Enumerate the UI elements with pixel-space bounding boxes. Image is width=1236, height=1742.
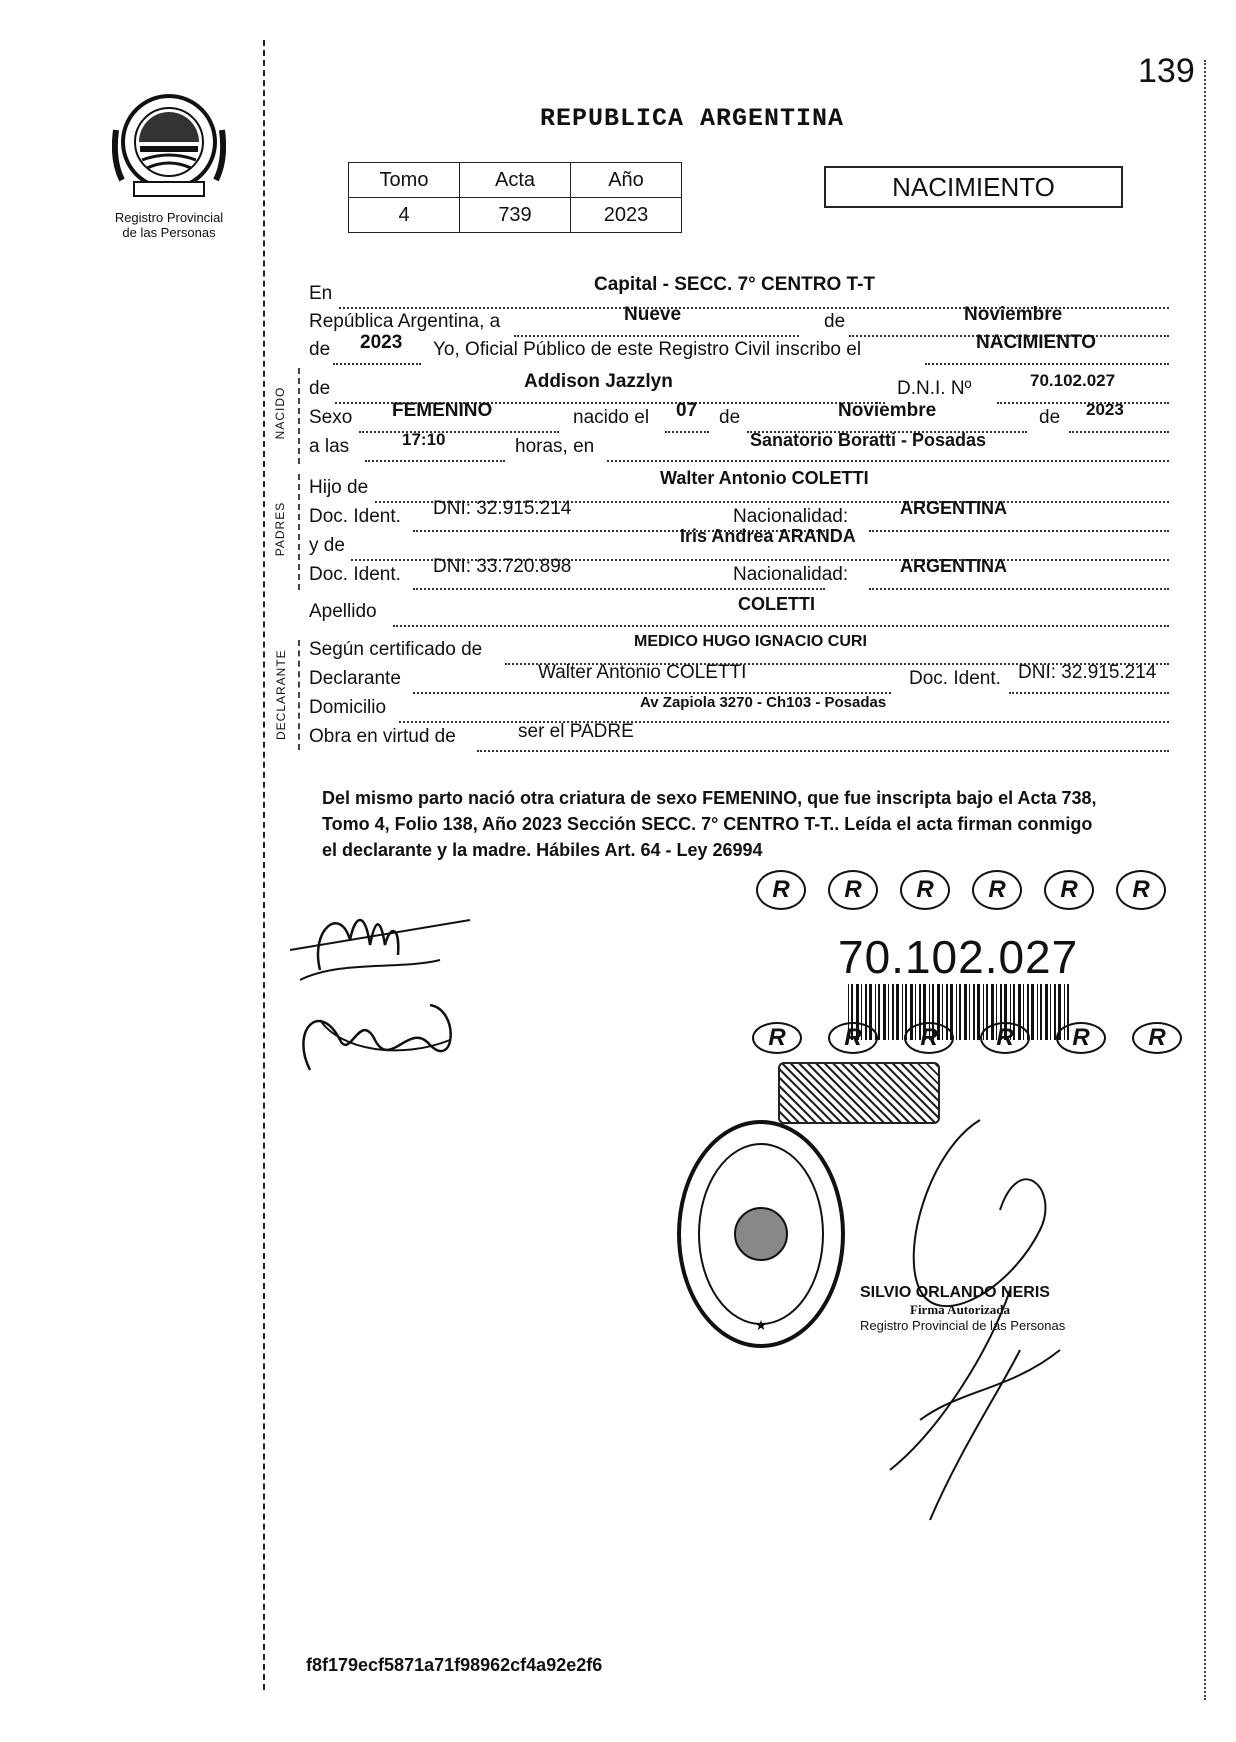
en-label: En — [309, 283, 333, 304]
svg-text:★: ★ — [754, 1318, 768, 1334]
domicilio-label: Domicilio — [309, 697, 387, 718]
security-strip-top — [756, 870, 1196, 910]
table-value-acta: 739 — [460, 198, 571, 233]
republica-label: República Argentina, a — [309, 311, 501, 332]
de3-label: de — [309, 378, 331, 399]
sexo-value: FEMENINO — [392, 400, 493, 421]
padre-value: Walter Antonio COLETTI — [660, 468, 869, 488]
obra-value: ser el PADRE — [518, 721, 634, 742]
dni-value: 70.102.027 — [1030, 371, 1116, 390]
signatures — [280, 900, 480, 1085]
inscribo-label: Yo, Oficial Público de este Registro Civil inscribo el — [433, 339, 862, 360]
security-r-badge: R — [972, 870, 1022, 910]
dia-value: Nueve — [624, 304, 682, 325]
table-value-anio: 2023 — [571, 198, 682, 233]
province-logo — [112, 90, 226, 200]
security-r-badge: R — [1132, 1022, 1182, 1054]
hijo-label: Hijo de — [309, 477, 369, 498]
right-margin-line — [1204, 60, 1206, 1700]
doc1-value: DNI: 32.915.214 — [433, 498, 572, 519]
nac2-label: Nacionalidad: — [733, 564, 849, 585]
doc2-label: Doc. Ident. — [309, 564, 401, 585]
inscribo-value: NACIMIENTO — [976, 332, 1096, 353]
a-las-label: a las — [309, 436, 350, 457]
big-dni-number: 70.102.027 — [838, 931, 1079, 983]
lugar-value: Sanatorio Boratti - Posadas — [750, 430, 987, 450]
nac2-value: ARGENTINA — [900, 556, 1007, 576]
table-header-anio: Año — [571, 163, 682, 198]
document-hash: f8f179ecf5871a71f98962cf4a92e2f6 — [306, 1655, 603, 1675]
page-title: REPUBLICA ARGENTINA — [540, 104, 845, 133]
logo-caption-line1: Registro Provincial — [114, 210, 224, 225]
security-strip-bottom — [752, 1022, 1202, 1056]
de2-label: de — [309, 339, 331, 360]
decl-doc-value: DNI: 32.915.214 — [1018, 662, 1157, 683]
left-margin-line — [263, 40, 265, 1690]
security-r-badge: R — [752, 1022, 802, 1054]
horas-en-label: horas, en — [515, 436, 595, 457]
apellido-label: Apellido — [309, 601, 377, 622]
signatory-org: Registro Provincial de las Personas — [860, 1318, 1066, 1333]
doc2-value: DNI: 33.720.898 — [433, 556, 572, 577]
side-label-nacido: NACIDO — [273, 386, 287, 440]
act-type-box: NACIMIENTO — [824, 166, 1123, 208]
side-label-padres: PADRES — [273, 501, 287, 557]
security-r-badge: R — [1056, 1022, 1106, 1054]
registry-table — [348, 162, 682, 233]
nombre-value: Addison Jazzlyn — [524, 371, 673, 392]
birth-note: Del mismo parto nació otra criatura de sexo FEMENINO, que fue inscripta bajo el Acta 738, Tomo 4, Folio 138, Año 2023 Sección SECC. 7° CENTRO T-T.. Leída el acta firman conmigo el declarante y la madre. Hábiles Art. 64 - Ley 26994 — [322, 788, 1097, 860]
logo-caption — [92, 210, 246, 240]
table-value-tomo: 4 — [349, 198, 460, 233]
nacido-side-bar — [298, 368, 300, 464]
hora-value: 17:10 — [402, 430, 446, 449]
security-r-badge: R — [1044, 870, 1094, 910]
certificado-label: Según certificado de — [309, 639, 483, 660]
en-value: Capital - SECC. 7° CENTRO T-T — [594, 274, 876, 295]
declarante-label: Declarante — [309, 668, 401, 689]
anio-value: 2023 — [360, 332, 403, 353]
padres-side-bar — [298, 474, 300, 590]
side-label-declarante: DECLARANTE — [274, 649, 288, 740]
obra-label: Obra en virtud de — [309, 726, 456, 747]
madre-value: Iris Andrea ARANDA — [680, 526, 856, 546]
dni-label: D.N.I. Nº — [897, 378, 972, 399]
security-r-badge: R — [828, 1022, 878, 1054]
signatory-name: SILVIO ORLANDO NERIS — [860, 1284, 1050, 1301]
signatory-block — [860, 1284, 1120, 1333]
logo-caption-line2: de las Personas — [122, 225, 216, 240]
security-r-badge: R — [980, 1022, 1030, 1054]
y-de-label: y de — [309, 535, 345, 556]
nacido-el-label: nacido el — [573, 407, 650, 428]
de-label: de — [824, 311, 846, 332]
page-number: 139 — [1138, 52, 1195, 90]
certificado-value: MEDICO HUGO IGNACIO CURI — [634, 633, 867, 650]
security-r-badge: R — [756, 870, 806, 910]
official-seal — [676, 1118, 846, 1355]
sexo-label: Sexo — [309, 407, 353, 428]
declarante-value: Walter Antonio COLETTI — [538, 662, 747, 683]
security-r-badge: R — [900, 870, 950, 910]
table-header-acta: Acta — [460, 163, 571, 198]
decl-doc-label: Doc. Ident. — [909, 668, 1001, 689]
security-r-badge: R — [1116, 870, 1166, 910]
nac-mes-value: Noviembre — [838, 400, 937, 421]
nac1-label: Nacionalidad: — [733, 506, 849, 527]
nac-anio-value: 2023 — [1086, 400, 1124, 419]
security-r-badge: R — [828, 870, 878, 910]
declarante-side-bar — [298, 640, 300, 750]
nac-dia-value: 07 — [676, 400, 698, 421]
nac1-value: ARGENTINA — [900, 498, 1007, 518]
apellido-value: COLETTI — [738, 594, 815, 614]
domicilio-value: Av Zapiola 3270 - Ch103 - Posadas — [640, 694, 887, 711]
row-obra — [309, 726, 1171, 752]
mes-value: Noviembre — [964, 304, 1063, 325]
signatory-role: Firma Autorizada — [910, 1302, 1011, 1317]
security-r-badge: R — [904, 1022, 954, 1054]
nac-de2-label: de — [1039, 407, 1061, 428]
doc1-label: Doc. Ident. — [309, 506, 401, 527]
table-header-tomo: Tomo — [349, 163, 460, 198]
nac-de-label: de — [719, 407, 741, 428]
